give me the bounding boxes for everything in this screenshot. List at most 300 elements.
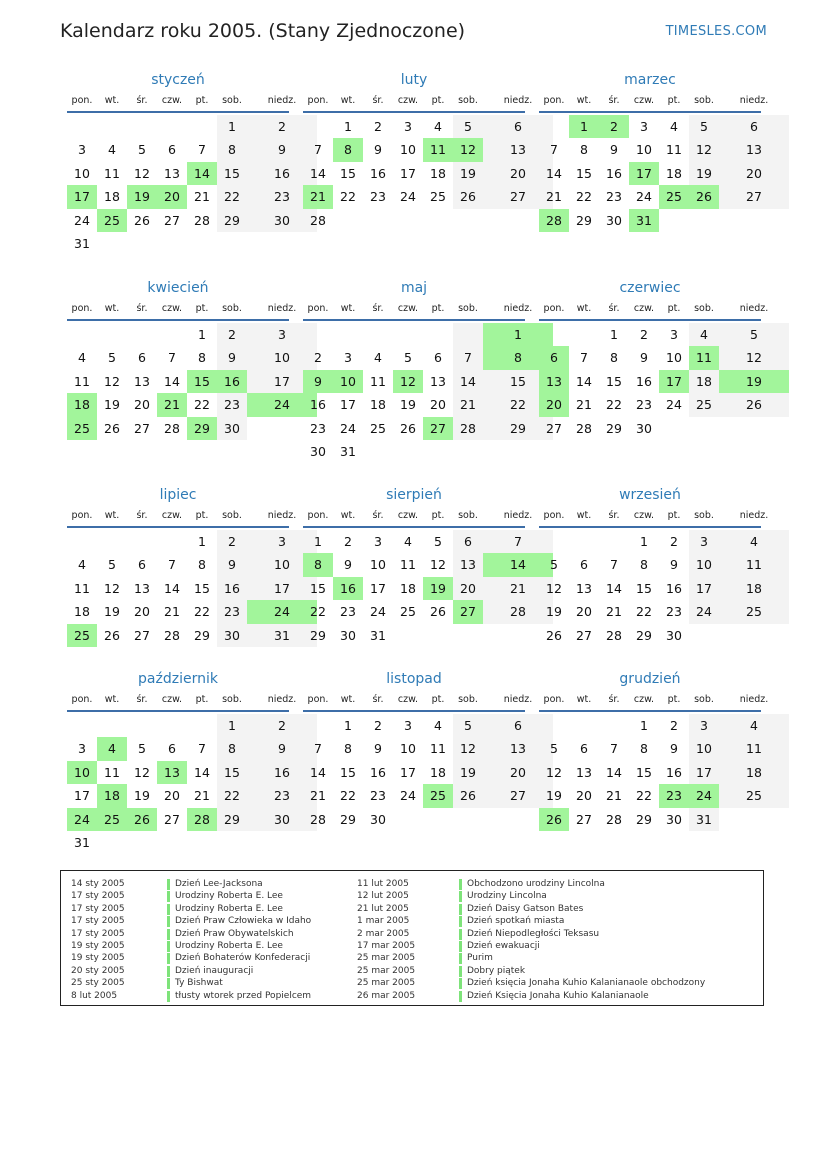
day-cell: 3	[78, 741, 86, 757]
day-cell: 6	[168, 741, 176, 757]
note-date: 20 sty 2005	[71, 965, 125, 976]
day-cell: 23	[370, 189, 386, 205]
header-rule	[303, 319, 525, 321]
weekday-label: sob.	[694, 510, 714, 521]
holiday-day: 4	[97, 737, 127, 760]
note-row	[357, 977, 757, 989]
empty-cell	[539, 530, 569, 553]
holiday-day: 2	[599, 115, 629, 138]
weekday-label: sob.	[694, 303, 714, 314]
day-cell: 30	[217, 624, 247, 647]
weekday-label: śr.	[136, 95, 148, 106]
header-rule	[67, 111, 289, 113]
day-cell: 17	[247, 370, 317, 393]
month-name: maj	[400, 280, 428, 296]
day-cell: 22	[483, 393, 553, 416]
note-row	[71, 928, 351, 940]
day-cell: 20	[483, 761, 553, 784]
empty-cell	[393, 808, 423, 831]
note-date: 21 lut 2005	[357, 903, 409, 914]
weekday-label: czw.	[633, 303, 655, 314]
weekday-label: wt.	[576, 510, 592, 521]
day-cell: 18	[104, 189, 120, 205]
empty-cell	[599, 530, 629, 553]
day-cell: 30	[310, 443, 326, 459]
empty-cell	[333, 323, 363, 346]
holiday-day: 27	[423, 417, 453, 440]
day-cell: 8	[198, 350, 206, 366]
holiday-day: 26	[127, 808, 157, 831]
holiday-marker	[459, 929, 462, 940]
month-8	[303, 485, 533, 647]
day-cell: 6	[168, 142, 176, 158]
note-date: 17 sty 2005	[71, 916, 125, 927]
empty-cell	[423, 808, 453, 831]
header-rule	[303, 526, 525, 528]
weekday-label: czw.	[161, 694, 183, 705]
day-cell: 12	[546, 764, 562, 780]
note-row	[357, 915, 757, 927]
day-cell: 5	[689, 115, 719, 138]
day-cell: 12	[134, 764, 150, 780]
day-cell: 25	[719, 600, 789, 623]
day-cell: 16	[666, 764, 682, 780]
holiday-day: 8	[303, 553, 333, 576]
empty-cell	[393, 624, 423, 647]
day-cell: 7	[198, 741, 206, 757]
day-cell: 23	[340, 604, 356, 620]
day-cell: 20	[576, 788, 592, 804]
empty-cell	[157, 323, 187, 346]
day-cell: 14	[606, 764, 622, 780]
day-cell: 3	[404, 718, 412, 733]
empty-cell	[659, 209, 689, 232]
holiday-day: 16	[217, 370, 247, 393]
month-5	[303, 278, 533, 463]
weekday-label: wt.	[340, 303, 356, 314]
empty-cell	[67, 714, 97, 737]
month-name: kwiecień	[147, 280, 209, 296]
holiday-day: 12	[453, 138, 483, 161]
holiday-day: 8	[333, 138, 363, 161]
weekday-header	[539, 300, 769, 318]
weekday-label: czw.	[397, 510, 419, 521]
day-cell: 14	[310, 165, 326, 181]
day-cell: 2	[314, 350, 322, 366]
note-date: 25 mar 2005	[357, 978, 416, 989]
day-cell: 18	[370, 397, 386, 413]
day-cell: 11	[104, 764, 120, 780]
holiday-day: 12	[393, 370, 423, 393]
weekday-label: wt.	[576, 95, 592, 106]
day-cell: 2	[670, 534, 678, 549]
day-cell: 16	[217, 577, 247, 600]
weekday-label: sob.	[222, 694, 242, 705]
note-text: tłusty wtorek przed Popielcem	[175, 990, 312, 1001]
day-cell: 6	[434, 350, 442, 366]
day-cell: 29	[483, 417, 553, 440]
header-rule	[67, 526, 289, 528]
day-cell: 15	[576, 165, 592, 181]
holiday-marker	[459, 891, 462, 902]
day-cell: 22	[340, 189, 356, 205]
weekday-label: sob.	[222, 95, 242, 106]
day-cell: 27	[134, 627, 150, 643]
day-cell: 11	[719, 737, 789, 760]
day-cell: 20	[430, 397, 446, 413]
day-cell: 18	[430, 764, 446, 780]
day-cell: 4	[78, 557, 86, 573]
weekday-label: pon.	[307, 510, 329, 521]
month-name: październik	[138, 671, 218, 687]
weekday-label: czw.	[633, 694, 655, 705]
note-text: Urodziny Roberta E. Lee	[175, 903, 283, 914]
weekday-header	[539, 691, 769, 709]
empty-cell	[157, 831, 187, 854]
empty-cell	[539, 115, 569, 138]
empty-cell	[393, 209, 423, 232]
holiday-day: 16	[333, 577, 363, 600]
weekday-label: wt.	[340, 694, 356, 705]
weekday-label: czw.	[161, 303, 183, 314]
weekday-label: pon.	[71, 510, 93, 521]
day-cell: 6	[483, 714, 553, 737]
day-cell: 6	[138, 350, 146, 366]
header-rule	[539, 710, 761, 712]
page-title: Kalendarz roku 2005. (Stany Zjednoczone)	[60, 20, 466, 42]
weekday-label: sob.	[694, 694, 714, 705]
weekday-label: śr.	[136, 303, 148, 314]
weekday-label: niedz.	[267, 510, 297, 521]
day-cell: 19	[134, 788, 150, 804]
day-cell: 11	[719, 553, 789, 576]
day-cell: 28	[453, 417, 483, 440]
weekday-label: sob.	[458, 694, 478, 705]
day-cell: 7	[610, 557, 618, 573]
day-cell: 22	[576, 189, 592, 205]
holiday-day: 8	[483, 346, 553, 369]
day-cell: 17	[370, 580, 386, 596]
day-cell: 20	[576, 604, 592, 620]
empty-cell	[97, 323, 127, 346]
holiday-day: 28	[187, 808, 217, 831]
weekday-label: wt.	[340, 95, 356, 106]
day-cell: 21	[194, 189, 210, 205]
day-cell: 11	[74, 580, 90, 596]
day-cell: 19	[400, 397, 416, 413]
day-cell: 12	[430, 557, 446, 573]
holiday-day: 1	[569, 115, 599, 138]
day-cell: 6	[580, 557, 588, 573]
day-cell: 10	[247, 553, 317, 576]
day-cell: 5	[404, 350, 412, 366]
day-cell: 4	[404, 534, 412, 549]
day-cell: 27	[483, 784, 553, 807]
month-name: marzec	[624, 72, 676, 88]
day-cell: 9	[640, 350, 648, 366]
day-cell: 7	[550, 142, 558, 158]
day-cell: 27	[576, 811, 592, 827]
holiday-day: 17	[67, 185, 97, 208]
day-cell: 3	[689, 530, 719, 553]
day-cell: 1	[344, 119, 352, 134]
empty-cell	[453, 624, 483, 647]
day-cell: 29	[310, 627, 326, 643]
day-grid	[303, 530, 525, 647]
day-cell: 28	[606, 811, 622, 827]
day-cell: 10	[689, 737, 719, 760]
day-cell: 2	[247, 115, 317, 138]
holiday-day: 21	[303, 185, 333, 208]
day-cell: 1	[217, 115, 247, 138]
note-text: Dzień księcia Jonaha Kuhio Kalanianaole obchodzony	[467, 978, 706, 989]
note-date: 17 mar 2005	[357, 940, 416, 951]
note-date: 1 mar 2005	[357, 916, 410, 927]
weekday-label: sob.	[694, 95, 714, 106]
weekday-label: pt.	[667, 95, 681, 106]
empty-cell	[303, 115, 333, 138]
weekday-label: śr.	[136, 694, 148, 705]
day-cell: 2	[640, 327, 648, 342]
note-row	[357, 990, 757, 1002]
day-cell: 12	[453, 737, 483, 760]
day-grid	[539, 323, 761, 440]
day-grid	[539, 115, 761, 232]
month-1	[67, 70, 297, 255]
holiday-day: 26	[539, 808, 569, 831]
day-cell: 6	[719, 115, 789, 138]
note-text: Dzień inauguracji	[175, 965, 254, 976]
day-cell: 13	[134, 580, 150, 596]
day-cell: 23	[310, 420, 326, 436]
weekday-label: czw.	[397, 95, 419, 106]
month-9	[539, 485, 769, 647]
day-cell: 1	[198, 327, 206, 342]
day-cell: 19	[104, 397, 120, 413]
empty-cell	[569, 530, 599, 553]
day-cell: 3	[670, 327, 678, 342]
weekday-label: czw.	[161, 95, 183, 106]
day-cell: 31	[74, 834, 90, 850]
note-row	[357, 965, 757, 977]
day-cell: 2	[344, 534, 352, 549]
day-cell: 30	[666, 811, 682, 827]
empty-cell	[187, 115, 217, 138]
empty-cell	[453, 323, 483, 346]
weekday-label: sob.	[222, 303, 242, 314]
empty-cell	[127, 323, 157, 346]
day-cell: 25	[400, 604, 416, 620]
month-name: listopad	[386, 671, 442, 687]
note-date: 19 sty 2005	[71, 953, 125, 964]
day-cell: 14	[576, 373, 592, 389]
day-cell: 21	[310, 788, 326, 804]
note-text: Urodziny Roberta E. Lee	[175, 891, 283, 902]
note-text: Urodziny Lincolna	[467, 891, 547, 902]
empty-cell	[127, 831, 157, 854]
day-cell: 27	[483, 185, 553, 208]
day-cell: 5	[138, 741, 146, 757]
weekday-label: śr.	[608, 303, 620, 314]
holiday-day: 21	[157, 393, 187, 416]
day-cell: 26	[719, 393, 789, 416]
day-cell: 10	[74, 165, 90, 181]
day-cell: 31	[689, 808, 719, 831]
holiday-day: 25	[67, 417, 97, 440]
weekday-label: pt.	[667, 694, 681, 705]
day-cell: 12	[546, 580, 562, 596]
day-cell: 9	[247, 737, 317, 760]
day-cell: 22	[340, 788, 356, 804]
day-grid	[539, 530, 761, 647]
holiday-day: 17	[629, 162, 659, 185]
day-cell: 14	[453, 370, 483, 393]
note-text: Dzień Księcia Jonaha Kuhio Kalanianaole	[467, 990, 649, 1001]
day-cell: 29	[606, 420, 622, 436]
day-cell: 23	[370, 788, 386, 804]
day-cell: 5	[108, 557, 116, 573]
day-cell: 27	[719, 185, 789, 208]
day-cell: 17	[689, 577, 719, 600]
empty-cell	[127, 714, 157, 737]
note-text: Dzień Niepodległości Teksasu	[467, 928, 600, 939]
holiday-day: 25	[423, 784, 453, 807]
day-cell: 11	[430, 741, 446, 757]
note-date: 8 lut 2005	[71, 990, 118, 1001]
holiday-marker	[167, 953, 170, 964]
holiday-day: 24	[67, 808, 97, 831]
day-cell: 13	[483, 737, 553, 760]
holiday-marker	[459, 991, 462, 1002]
weekday-header	[303, 92, 533, 110]
day-cell: 13	[576, 580, 592, 596]
day-cell: 22	[310, 604, 326, 620]
day-cell: 3	[689, 714, 719, 737]
day-cell: 9	[670, 557, 678, 573]
note-text: Purim	[467, 953, 493, 964]
day-cell: 27	[546, 420, 562, 436]
day-cell: 7	[168, 557, 176, 573]
day-cell: 22	[636, 604, 652, 620]
note-text: Dzień Lee-Jacksona	[175, 879, 263, 889]
empty-cell	[97, 714, 127, 737]
day-cell: 29	[217, 209, 247, 232]
day-cell: 11	[74, 373, 90, 389]
day-cell: 26	[430, 604, 446, 620]
day-cell: 30	[217, 417, 247, 440]
weekday-header	[67, 300, 297, 318]
day-cell: 5	[108, 350, 116, 366]
day-cell: 16	[247, 162, 317, 185]
day-cell: 1	[198, 534, 206, 549]
holiday-marker	[167, 904, 170, 915]
day-cell: 7	[453, 346, 483, 369]
note-date: 25 mar 2005	[357, 965, 416, 976]
holiday-marker	[167, 966, 170, 977]
holiday-day: 1	[483, 323, 553, 346]
empty-cell	[97, 232, 127, 255]
day-cell: 11	[104, 165, 120, 181]
empty-cell	[539, 323, 569, 346]
empty-cell	[719, 209, 789, 232]
weekday-header	[67, 507, 297, 525]
holiday-day: 24	[247, 393, 317, 416]
day-grid	[303, 115, 525, 232]
month-12	[539, 669, 769, 831]
holiday-notes	[60, 870, 764, 1006]
note-row	[71, 952, 351, 964]
weekday-label: śr.	[608, 95, 620, 106]
day-cell: 27	[164, 811, 180, 827]
day-cell: 14	[194, 764, 210, 780]
day-cell: 4	[374, 350, 382, 366]
empty-cell	[423, 440, 453, 463]
day-cell: 22	[194, 604, 210, 620]
day-cell: 28	[194, 212, 210, 228]
empty-cell	[303, 323, 333, 346]
note-text: Urodziny Roberta E. Lee	[175, 940, 283, 951]
day-cell: 13	[134, 373, 150, 389]
weekday-label: niedz.	[503, 510, 533, 521]
day-cell: 15	[606, 373, 622, 389]
day-cell: 3	[344, 350, 352, 366]
day-cell: 9	[247, 138, 317, 161]
day-cell: 12	[719, 346, 789, 369]
day-cell: 7	[314, 741, 322, 757]
day-cell: 1	[640, 718, 648, 733]
day-cell: 6	[138, 557, 146, 573]
empty-cell	[453, 808, 483, 831]
weekday-header	[303, 691, 533, 709]
day-cell: 12	[104, 373, 120, 389]
header-rule	[303, 710, 525, 712]
holiday-day: 20	[539, 393, 569, 416]
weekday-header	[67, 691, 297, 709]
weekday-label: niedz.	[503, 303, 533, 314]
holiday-marker	[167, 891, 170, 902]
weekday-label: czw.	[633, 95, 655, 106]
month-name: luty	[400, 72, 428, 88]
day-cell: 17	[247, 577, 317, 600]
day-cell: 21	[576, 397, 592, 413]
holiday-day: 13	[539, 370, 569, 393]
empty-cell	[157, 115, 187, 138]
weekday-label: pt.	[195, 95, 209, 106]
holiday-marker	[167, 916, 170, 927]
day-cell: 5	[138, 142, 146, 158]
day-cell: 10	[689, 553, 719, 576]
note-row	[357, 940, 757, 952]
note-row	[71, 890, 351, 902]
weekday-label: wt.	[340, 510, 356, 521]
weekday-label: niedz.	[267, 95, 297, 106]
holiday-day: 6	[539, 346, 569, 369]
holiday-marker	[459, 953, 462, 964]
day-cell: 1	[610, 327, 618, 342]
day-grid	[67, 714, 289, 854]
day-cell: 26	[453, 784, 483, 807]
brand-link[interactable]: TIMESLES.COM	[665, 24, 767, 39]
empty-cell	[157, 232, 187, 255]
notes-column-right	[357, 878, 757, 1002]
day-cell: 2	[247, 714, 317, 737]
day-grid	[67, 115, 289, 255]
holiday-marker	[459, 904, 462, 915]
header-rule	[539, 526, 761, 528]
note-date: 2 mar 2005	[357, 928, 410, 939]
weekday-label: wt.	[576, 303, 592, 314]
day-cell: 14	[606, 580, 622, 596]
